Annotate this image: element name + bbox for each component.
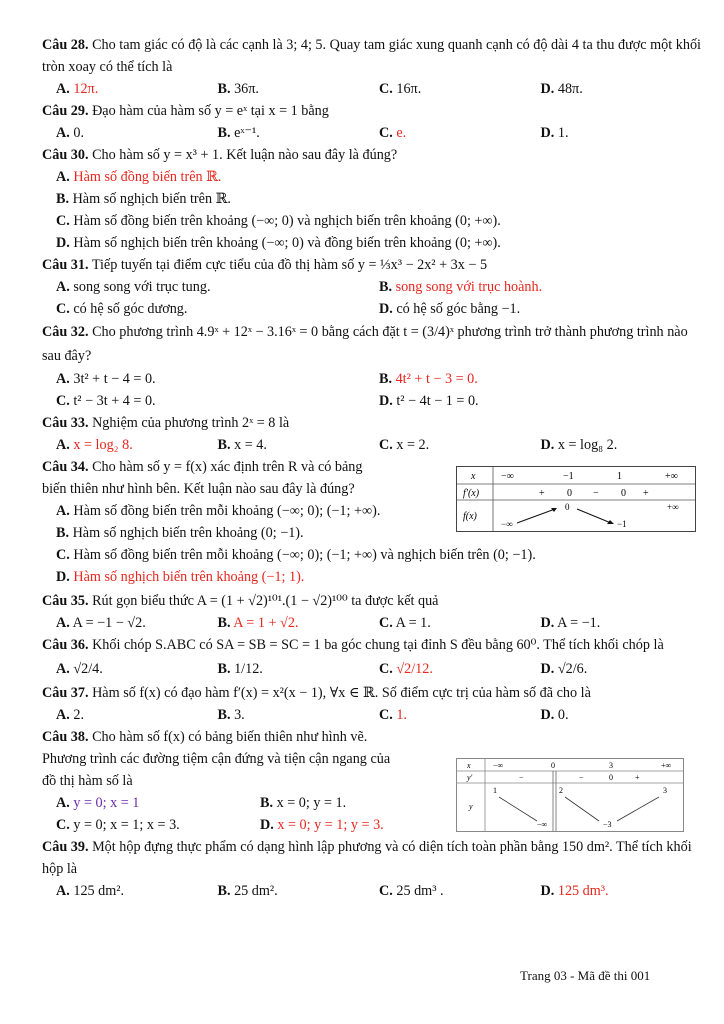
question-stem: Khối chóp S.ABC có SA = SB = SC = 1 ba góc chung tại đỉnh S đều bằng 60⁰. Thể tích khối chóp là (92, 637, 664, 653)
question-39 (42, 836, 702, 880)
question-label: Câu 32. (42, 324, 89, 340)
table-x-label: x (471, 471, 476, 482)
option-a[interactable]: A. 2. (56, 707, 84, 723)
option-a[interactable]: A. 3t² + t − 4 = 0. (56, 371, 156, 387)
option-d[interactable]: D. t² − 4t − 1 = 0. (379, 393, 479, 409)
question-label: Câu 35. (42, 593, 89, 609)
table-f-label: f(x) (463, 511, 477, 522)
option-a[interactable]: A. A = −1 − √2. (56, 615, 146, 631)
table-sign: 0 (609, 773, 613, 782)
option-d[interactable]: D. x = log₈ 2. (540, 437, 618, 453)
table-sign: − (579, 773, 584, 782)
option-c[interactable]: C. y = 0; x = 1; x = 3. (56, 817, 180, 833)
decrease-arrow (577, 509, 611, 523)
options-row (42, 704, 702, 726)
page-footer: Trang 03 - Mã đề thi 001 (520, 968, 651, 983)
question-stem-cont: Phương trình các đường tiệm cận đứng và tiện cận ngang của (42, 751, 391, 767)
option-a[interactable]: A. √2/4. (56, 661, 103, 677)
option-b[interactable]: B. 25 dm². (217, 883, 278, 899)
increase-arrow (517, 509, 555, 523)
option-b[interactable]: B. 36π. (217, 81, 259, 97)
table-y-value: 1 (493, 786, 497, 795)
table-x-value: 0 (551, 761, 555, 770)
question-stem: Cho hàm số f(x) có bảng biến thiên như hình vẽ. (92, 729, 368, 745)
option-b[interactable]: B. eˣ⁻¹. (217, 125, 260, 141)
table-y-value: 3 (663, 786, 667, 795)
option-c[interactable]: C. Hàm số đồng biến trên khoảng (−∞; 0) và nghịch biến trên khoảng (0; +∞). (56, 213, 501, 229)
table-x-value: −1 (563, 471, 574, 482)
question-stem: Tiếp tuyến tại điểm cực tiểu của đồ thị hàm số y = ⅓x³ − 2x² + 3x − 5 (91, 257, 488, 273)
question-label: Câu 31. (42, 257, 89, 273)
table-y-value: 2 (559, 786, 563, 795)
table-fp-label: f′(x) (463, 488, 480, 499)
question-label: Câu 38. (42, 729, 89, 745)
option-d[interactable]: D. Hàm số nghịch biến trên khoảng (−∞; 0) và đồng biến trên khoảng (0; +∞). (56, 235, 501, 251)
option-c[interactable]: C. e. (379, 125, 407, 141)
table-x-value: 3 (609, 761, 613, 770)
option-d[interactable]: D. có hệ số góc bằng −1. (379, 301, 521, 317)
question-stem: Một hộp đựng thực phẩm có dạng hình lập phương và có diện tích toàn phần bằng 150 dm². Thể tích khối hộp là (42, 839, 692, 877)
table-y-label: y (469, 802, 473, 811)
question-label: Câu 39. (42, 839, 89, 855)
table-y-value: −3 (603, 820, 612, 829)
table-x-value: −∞ (493, 761, 504, 770)
option-d[interactable]: D. A = −1. (540, 615, 601, 631)
option-a[interactable]: A. 12π. (56, 81, 99, 97)
option-d[interactable]: D. x = 0; y = 1; y = 3. (260, 817, 384, 833)
option-a[interactable]: A. 125 dm². (56, 883, 125, 899)
options-row (42, 298, 702, 320)
question-31 (42, 254, 702, 276)
table-x-label: x (467, 761, 471, 770)
option-b[interactable]: B. 1/12. (217, 661, 263, 677)
question-37 (42, 682, 702, 704)
option-c[interactable]: C. Hàm số đồng biến trên mỗi khoảng (−∞; 0); (−1; +∞) và nghịch biến trên (0; −1). (56, 547, 536, 563)
option-a[interactable]: A. 0. (56, 125, 84, 141)
option-a[interactable]: A. song song với trục tung. (56, 279, 211, 295)
question-28 (42, 34, 702, 78)
options-row (42, 656, 702, 682)
options-row (42, 434, 702, 456)
option-d[interactable]: D. 125 dm³. (540, 883, 609, 899)
table-y-value: −∞ (537, 820, 548, 829)
question-stem: Đạo hàm của hàm số y = eˣ tại x = 1 bằng (92, 103, 329, 119)
question-label: Câu 28. (42, 37, 89, 53)
option-c[interactable]: C. có hệ số góc dương. (56, 301, 188, 317)
option-c[interactable]: C. 25 dm³ . (379, 883, 444, 899)
question-stem: Hàm số f(x) có đạo hàm f′(x) = x²(x − 1), ∀x ∈ ℝ. Số điểm cực trị của hàm số đã cho là (92, 685, 591, 701)
question-stem: Nghiệm của phương trình 2ˣ = 8 là (92, 415, 290, 431)
table-x-value: −∞ (501, 471, 514, 482)
question-33 (42, 412, 702, 434)
option-c[interactable]: C. A = 1. (379, 615, 431, 631)
question-stem: Cho hàm số y = x³ + 1. Kết luận nào sau đây là đúng? (92, 147, 398, 163)
variation-table-q38 (456, 758, 684, 832)
table-x-value: +∞ (661, 761, 672, 770)
question-label: Câu 29. (42, 103, 89, 119)
option-c[interactable]: C. √2/12. (379, 661, 433, 677)
table-sign: + (643, 488, 649, 499)
table-sign: 0 (567, 488, 572, 499)
table-sign: − (519, 773, 524, 782)
options-row (42, 880, 702, 902)
option-c[interactable]: C. t² − 3t + 4 = 0. (56, 393, 156, 409)
option-a[interactable]: A. Hàm số đồng biến trên ℝ. (56, 169, 222, 185)
question-label: Câu 34. (42, 459, 89, 475)
question-stem-cont: đồ thị hàm số là (42, 773, 133, 789)
question-label: Câu 30. (42, 147, 89, 163)
option-b[interactable]: B. x = 0; y = 1. (260, 795, 347, 811)
options-row (42, 612, 702, 634)
question-stem: Cho phương trình 4.9ˣ + 12ˣ − 3.16ˣ = 0 bằng cách đặt t = (3/4)ˣ phương trình trở thành phương trình nào sau đây? (42, 324, 688, 364)
question-36 (42, 634, 702, 656)
increase-arrow (617, 797, 659, 821)
question-30 (42, 144, 702, 166)
option-b[interactable]: B. Hàm số nghịch biến trên ℝ. (56, 191, 231, 207)
table-f-value: +∞ (667, 502, 679, 512)
question-stem: Cho hàm số y = f(x) xác định trên R và có bảng (92, 459, 363, 475)
option-d[interactable]: D. 1. (540, 125, 569, 141)
question-stem: Cho tam giác có độ là các cạnh là 3; 4; 5. Quay tam giác xung quanh cạnh có độ dài 4 ta thu được một khối tròn xoay có thể tích là (42, 37, 701, 75)
table-x-value: +∞ (665, 471, 678, 482)
option-a[interactable]: A. y = 0; x = 1 (56, 795, 140, 811)
table-sign: + (635, 773, 640, 782)
table-yp-label: y′ (467, 773, 473, 782)
option-d[interactable]: D. √2/6. (540, 661, 588, 677)
decrease-arrow (499, 797, 537, 821)
question-35 (42, 590, 702, 612)
table-sign: + (539, 488, 545, 499)
option-d[interactable]: D. Hàm số nghịch biến trên khoảng (−1; 1). (56, 569, 305, 585)
option-a[interactable]: A. x = log₂ 8. (56, 437, 133, 453)
option-c[interactable]: C. 1. (379, 707, 407, 723)
table-x-value: 1 (617, 471, 622, 482)
option-b[interactable]: B. x = 4. (217, 437, 267, 453)
table-f-value: −1 (617, 519, 627, 529)
question-stem-cont: biến thiên như hình bên. Kết luận nào sau đây là đúng? (42, 481, 355, 497)
option-b[interactable]: B. A = 1 + √2. (217, 615, 299, 631)
question-stem: Rút gọn biểu thức A = (1 + √2)¹⁰¹.(1 − √2)¹⁰⁰ ta được kết quả (92, 593, 439, 609)
decrease-arrow (565, 797, 599, 821)
question-29 (42, 100, 702, 122)
option-c[interactable]: C. 16π. (379, 81, 422, 97)
option-b[interactable]: B. Hàm số nghịch biến trên khoảng (0; −1). (56, 525, 304, 541)
option-b[interactable]: B. 4t² + t − 3 = 0. (379, 371, 478, 387)
options-row (42, 276, 702, 298)
question-32 (42, 320, 702, 368)
options-row (42, 390, 702, 412)
table-f-value: −∞ (501, 519, 513, 529)
question-label: Câu 37. (42, 685, 89, 701)
option-d[interactable]: D. 48π. (540, 81, 583, 97)
options-row (42, 78, 702, 100)
table-sign: − (593, 488, 599, 499)
options-row (42, 368, 702, 390)
question-label: Câu 36. (42, 637, 89, 653)
option-b[interactable]: B. 3. (217, 707, 245, 723)
table-f-value: 0 (565, 502, 570, 512)
options-row (42, 122, 702, 144)
option-b[interactable]: B. song song với trục hoành. (379, 279, 543, 295)
variation-table-q34 (456, 466, 696, 532)
option-a[interactable]: A. Hàm số đồng biến trên mỗi khoảng (−∞; 0); (−1; +∞). (56, 503, 381, 519)
option-c[interactable]: C. x = 2. (379, 437, 430, 453)
option-d[interactable]: D. 0. (540, 707, 569, 723)
question-label: Câu 33. (42, 415, 89, 431)
table-sign: 0 (621, 488, 626, 499)
